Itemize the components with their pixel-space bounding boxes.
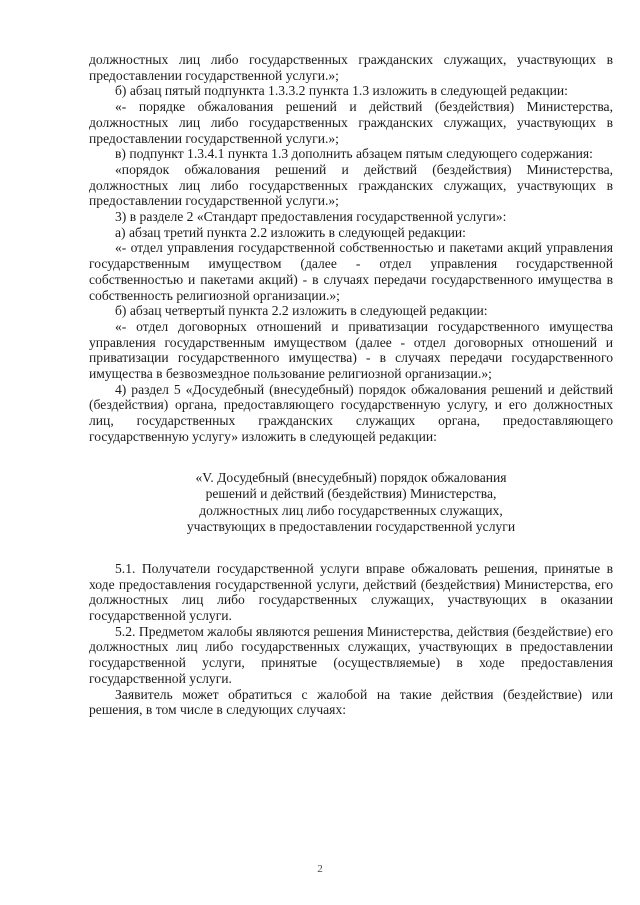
paragraph: в) подпункт 1.3.4.1 пункта 1.3 дополнить абзацем пятым следующего содержания: (115, 146, 593, 162)
section-heading-line: решений и действий (бездействия) Министерства, (205, 486, 497, 502)
paragraph: 5.1. Получатели государственной услуги вправе обжаловать решения, принятые в ходе предоставления государственной услуги, действий (бездействия) Министерства, его должностных лиц либо государственных служащих, участвующих в оказании государственной услуги. (89, 560, 613, 624)
paragraph: должностных лиц либо государственных гражданских служащих, участвующих в предоставлении государственной услуги.»; (89, 52, 613, 83)
page-content (89, 52, 613, 718)
paragraph: Заявитель может обратиться с жалобой на такие действия (бездействие) или решения, в том числе в следующих случаях: (89, 686, 613, 718)
paragraph: «- отдел управления государственной собственностью и пакетами акций управления государственным имуществом (далее - отдел управления государственной собственностью и пакетами акций) - в случаях передачи государственного имущества в собственность религиозной организации.»; (89, 240, 613, 303)
paragraph: 3) в разделе 2 «Стандарт предоставления государственной услуги»: (115, 209, 507, 225)
section-heading (89, 470, 613, 536)
paragraph: б) абзац четвертый пункта 2.2 изложить в следующей редакции: (115, 303, 488, 319)
paragraph: 4) раздел 5 «Досудебный (внесудебный) порядок обжалования решений и действий (бездействия) органа, предоставляющего государственную услугу, и его должностных лиц, государственных гражданских служащих органа, предоставляющего государственную услугу» изложить в следующей редакции: (89, 381, 613, 444)
page-number: 2 (317, 863, 323, 875)
section-heading-line: должностных лиц либо государственных служащих, (199, 502, 503, 518)
paragraph: 5.2. Предметом жалобы являются решения Министерства, действия (бездействие) его должностных лиц либо государственных служащих, участвующих в предоставлении государственной услуги, принятые (осуществляемые) в ходе предоставления государственной услуги. (89, 623, 613, 686)
paragraphs-top (89, 52, 613, 445)
paragraph: б) абзац пятый подпункта 1.3.3.2 пункта 1.3 изложить в следующей редакции: (115, 83, 568, 99)
paragraph: а) абзац третий пункта 2.2 изложить в следующей редакции: (115, 224, 466, 240)
paragraph: «- отдел договорных отношений и приватизации государственного имущества управления государственным имуществом (далее - отдел договорных отношений и приватизации государственного имущества) - в случаях передачи государственного имущества в безвозмездное пользование религиозной организации.»; (89, 318, 613, 382)
paragraph: «порядок обжалования решений и действий (бездействия) Министерства, должностных лиц либо государственных гражданских служащих, участвующих в предоставлении государственной услуги.»; (89, 161, 613, 209)
paragraph: «- порядке обжалования решений и действий (бездействия) Министерства, должностных лиц либо государственных гражданских служащих, участвующих в предоставлении государственной услуги.»; (89, 99, 613, 146)
section-heading-line: «V. Досудебный (внесудебный) порядок обжалования (195, 469, 507, 485)
paragraphs-bottom (89, 561, 613, 718)
section-heading-line: участвующих в предоставлении государственной услуги (186, 519, 516, 535)
